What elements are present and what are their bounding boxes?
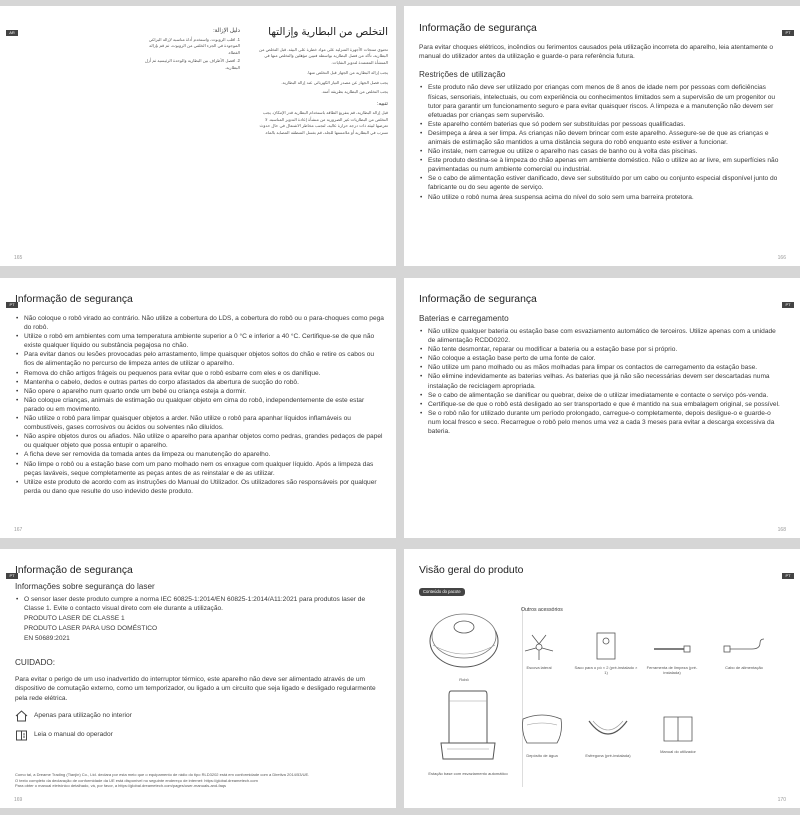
accessory-label: Esfregona (pré-instalada) [585, 753, 631, 758]
list-item: • Não coloque a estação base perto de uma fonte de calor. [419, 354, 781, 363]
manual-item [650, 713, 706, 754]
list-item: 2. افصل الأطراف بين البطارية والوحدة الرئيسية ثم أزل البطارية. [144, 58, 240, 70]
caution-text: Para evitar o perigo de um uso inadvertido do interruptor térmico, este aparelho não deve ser alimentado através de um dispositivo de comutação externo, como um temporizador, ou ligado a um circuito que seja ligado e desligado regularmente pela rede elétrica. [15, 676, 376, 702]
accessories-title: Outros acessórios [521, 607, 563, 613]
list-item: • Utilize este produto de acordo com as instruções do Manual do Utilizador. Os utilizadores são responsáveis por qualquer perda ou dano que resulte do uso indevido deste produto. [15, 478, 385, 496]
list-item: يجب فصل الجهاز عن مصدر التيار الكهربائي عند إزالة البطارية. [281, 79, 388, 85]
spread-1 [0, 6, 800, 266]
list-item: • Utilize o robô em ambientes com uma temperatura ambiente superior a 0 °C e inferior a 40 °C. Certifique-se de que não existe qualquer líquido ou substância pegajosa no chão. [15, 332, 385, 350]
page-168 [404, 278, 800, 538]
page-number: 167 [14, 527, 23, 533]
page-number: 170 [777, 797, 786, 803]
list-item: • Não utilize qualquer bateria ou estação base com esvaziamento automático de terceiros. Utilize apenas com a unidade de alimentação RCDD0202. [419, 327, 781, 345]
list-item: • Este produto destina-se à limpeza do chão apenas em ambiente doméstico. Não o utilize ao ar livre, em superfícies não pavimentadas ou num ambiente comercial ou industrial. [419, 156, 781, 174]
dust-bag-icon [595, 631, 617, 661]
language-tag: PT [782, 573, 794, 579]
intro-text: Para evitar choques elétricos, incêndios ou ferimentos causados pela utilização incorreta do aparelho, leia atentamente o manual do utilizador antes da utilização e guarde-o para referência futura. [419, 44, 774, 61]
page-167 [0, 278, 396, 538]
list-item: • Não coloque o robô virado ao contrário. Não utilize a cobertura do LDS, a cobertura do robô ou o para-choques como pega do robô. [15, 314, 385, 332]
declaration-line: Como tal, a Dreame Trading (Tianjin) Co., Ltd. declara por esta meio que o equipamento de rádio do tipo RLD3202 está em conformidade com a Diretiva 2014/53/UE. [15, 772, 310, 777]
base-station-icon [437, 687, 499, 767]
accessory-label: Depósito de água [526, 753, 558, 758]
gutter [396, 549, 404, 808]
page-title: Informação de segurança [15, 565, 133, 576]
spread-3 [0, 549, 800, 808]
section-title: Baterias e carregamento [419, 314, 509, 323]
accessory-label: Saco para o pó × 2 (pré-instalado × 1) [574, 665, 638, 675]
note-title: تنبيه: [376, 101, 388, 108]
page-166 [404, 6, 800, 266]
water-tank-item [512, 713, 572, 758]
power-cord-item [716, 635, 772, 670]
caution-title: CUIDADO: [15, 658, 56, 668]
page-title: Informação de segurança [15, 294, 133, 305]
page-title: Informação de segurança [419, 23, 537, 34]
accessory-label: Ferramenta de limpeza (pré-instalada) [646, 665, 698, 675]
water-tank-icon [519, 713, 565, 749]
house-icon [15, 710, 28, 722]
dust-bag-item [574, 631, 638, 675]
base-station-item [428, 687, 508, 776]
declaration-line: Para obter o manual eletrónico detalhado, vá, por favor, a https://global.dreametech.com/pages/user-manuals-and-faqs [15, 783, 227, 789]
page-number: 165 [14, 255, 23, 261]
laser-compliance-item: • O sensor laser deste produto cumpre a norma IEC 60825-1:2014/EN 60825-1:2014/A11:2021 para produtos laser de Classe 1. Evite o contacto visual direto com ele durante a utilização. [15, 595, 385, 613]
robot-item [418, 605, 510, 682]
language-tag: PT [782, 302, 794, 308]
declaration-line: O texto completo da declaração de conformidade da UE está disponível no seguinte endereço de internet: https://global.dreametech.com [15, 777, 258, 783]
list-item: • Não instale, nem carregue ou utilize o aparelho nas casas de banho ou à volta das piscinas. [419, 147, 781, 156]
page-170 [404, 549, 800, 808]
note-text: قبل إزالة البطارية، قم بتفريغ الطاقة باستخدام البطارية قدر الإمكان. يجب التخلص من البطاريات غير الضرورية من منشأة إعادة التدوير المناسبة. لا تعرضها لبيئة ذات درجة حرارة عالية، لتجنب مخاطر الاشتعال في حال حدوث تسرب في البطارية أو ملامستها للجلد، قم بغسل المنطقة المصابة بالماء. [259, 110, 388, 135]
section-title: Restrições de utilização [419, 70, 506, 80]
spread-2 [0, 278, 800, 538]
list-item: • Não opere o aparelho num quarto onde um bebé ou criança esteja a dormir. [15, 387, 385, 396]
laser-use-line: PRODUTO LASER PARA USO DOMÉSTICO [24, 625, 158, 633]
list-item: • Para evitar danos ou lesões provocadas pelo arrastamento, limpe quaisquer objetos soltos do chão e retire os cabos ou fios de alimentação no percurso de limpeza antes de utilizar o aparelho. [15, 350, 385, 368]
robot-label: Robô [459, 677, 469, 682]
list-item: • Não utilize o robô para limpar quaisquer objetos a arder. Não utilize o robô para apanhar líquidos inflamáveis ou combustíveis, gases corrosivos ou ácidos ou solventes não diluídos. [15, 414, 385, 432]
page-title: التخلص من البطارية وإزالتها [268, 26, 388, 38]
removal-guide-title: دليل الإزالة: [213, 28, 240, 34]
cleaning-tool-item [640, 635, 704, 675]
laser-standard-line: EN 50689:2021 [24, 635, 70, 643]
laser-class-line: PRODUTO LASER DE CLASSE 1 [24, 615, 125, 623]
base-station-label: Estação base com esvaziamento automático [428, 771, 508, 776]
list-item: • Não tente desmontar, reparar ou modificar a bateria ou a estação base por si próprio. [419, 345, 781, 354]
list-item: • Se o cabo de alimentação se danificar ou quebrar, deixe de o utilizar imediatamente e contacte o serviço pós-venda. [419, 391, 781, 400]
indoor-use-label: Apenas para utilização no interior [34, 712, 132, 720]
page-title: Informação de segurança [419, 294, 537, 305]
list-item: يجب إزالة البطارية من الجهاز قبل التخلص منها. [307, 70, 388, 76]
list-item: يجب التخلص من البطارية بطريقة آمنة. [321, 89, 388, 95]
list-item: • Este produto não deve ser utilizado por crianças com menos de 8 anos de idade nem por pessoas com deficiências físicas, sensoriais, intelectuais, ou com experiência ou conhecimentos limitados sem a supervisão de um progenitor ou tutor para garantir um funcionamento seguro e para evitar quaisquer riscos. A limpeza e a manutenção não devem ser efetuadas por crianças sem supervisão. [419, 83, 781, 119]
list-item: • Não aspire objetos duros ou afiados. Não utilize o aparelho para apanhar objetos como pedras, grandes pedaços de papel ou qualquer objeto que possa entupir o aparelho. [15, 432, 385, 450]
read-manual-row [15, 729, 385, 741]
language-tag: PT [6, 302, 18, 308]
power-cord-icon [722, 635, 766, 661]
manual-book-icon [15, 729, 28, 741]
language-tag: PT [782, 30, 794, 36]
robot-icon [424, 605, 504, 673]
page-169 [0, 549, 396, 808]
list-item: • Não utilize o robô numa área suspensa acima do nível do solo sem uma barreira protetora. [419, 193, 781, 202]
accessory-label: Manual do utilizador [660, 749, 696, 754]
mop-icon [585, 713, 631, 749]
package-contents-tag: Conteúdo do pacote [419, 588, 465, 596]
side-brush-icon [522, 633, 556, 661]
list-item: • Remova do chão artigos frágeis ou pequenos para evitar que o robô esbarre com eles e os danifique. [15, 369, 385, 378]
list-item: • Desimpeça a área a ser limpa. As crianças não devem brincar com este aparelho. Assegure-se de que as crianças e animais de estimação são mantidos a uma distância segura do robô enquanto este estiver a funcionar. [419, 129, 781, 147]
list-item: • Mantenha o cabelo, dedos e outras partes do corpo afastados da abertura de sucção do robô. [15, 378, 385, 387]
language-tag: PT [6, 573, 18, 579]
gutter [396, 278, 404, 538]
indoor-use-row [15, 710, 385, 722]
manual-icon [661, 713, 695, 745]
cleaning-tool-icon [650, 635, 694, 661]
list-item: • Se o robô não for utilizado durante um período prolongado, carregue-o completamente, depois desligue-o e guarde-o num local fresco e seco. Recarregue o robô pelo menos uma vez a cada 3 meses para evitar a descarga excessiva da bateria. [419, 409, 781, 436]
list-item: 1. اقلب الروبوت، واستخدم أداة مناسبة لإزالة البراغي الموجودة في الجزء الخلفي من الروبوت، ثم قم بإزالة الغطاء. [148, 37, 240, 55]
accessory-label: Escova lateral [526, 665, 552, 670]
list-item: • Não coloque crianças, animais de estimação ou qualquer objeto em cima do robô, independentemente de este estar parado ou em movimento. [15, 396, 385, 414]
page-number: 166 [777, 255, 786, 261]
page-165 [0, 6, 396, 266]
gutter [396, 6, 404, 266]
battery-disposal-text: تحتوي منتجات الأجهزة المنزلية على مواد خطرة على البيئة. قبل التخلص من البطارية، تأكد من فصل البطارية بواسطة فنيين مؤهلين والتخلص منها في المنشأة المعتمدة لتدوير النفايات. [259, 47, 388, 65]
side-brush-item [514, 633, 564, 670]
mop-item [576, 713, 640, 758]
list-item: • Não utilize um pano molhado ou as mãos molhadas para limpar os contactos de carregamento da estação base. [419, 363, 781, 372]
page-number: 169 [14, 797, 23, 803]
accessory-label: Cabo de alimentação [725, 665, 763, 670]
language-tag: AR [6, 30, 18, 36]
list-item: • Certifique-se de que o robô está desligado ao ser transportado e que é mantido na sua embalagem original, se possível. [419, 400, 781, 409]
section-title: Informações sobre segurança do laser [15, 582, 155, 591]
list-item: • Não elimine indevidamente as baterias velhas. As baterias que já não são necessárias devem ser descartadas numa instalação de reciclagem apropriada. [419, 372, 781, 390]
read-manual-label: Leia o manual do operador [34, 731, 113, 739]
page-title: Visão geral do produto [419, 565, 524, 576]
page-number: 168 [777, 527, 786, 533]
list-item: • Este aparelho contém baterias que só podem ser substituídas por pessoas qualificadas. [419, 120, 781, 129]
list-item: • Se o cabo de alimentação estiver danificado, deve ser substituído por um cabo ou conjunto especial disponível junto do fabricante ou do seu agente de serviço. [419, 174, 781, 192]
list-item: • A ficha deve ser removida da tomada antes da limpeza ou manutenção do aparelho. [15, 450, 385, 459]
list-item: • Não limpe o robô ou a estação base com um pano molhado nem os enxague com qualquer líquido. Após a limpeza das peças laváveis, seque completamente as peças antes de as reinstalar e de as utilizar. [15, 460, 385, 478]
